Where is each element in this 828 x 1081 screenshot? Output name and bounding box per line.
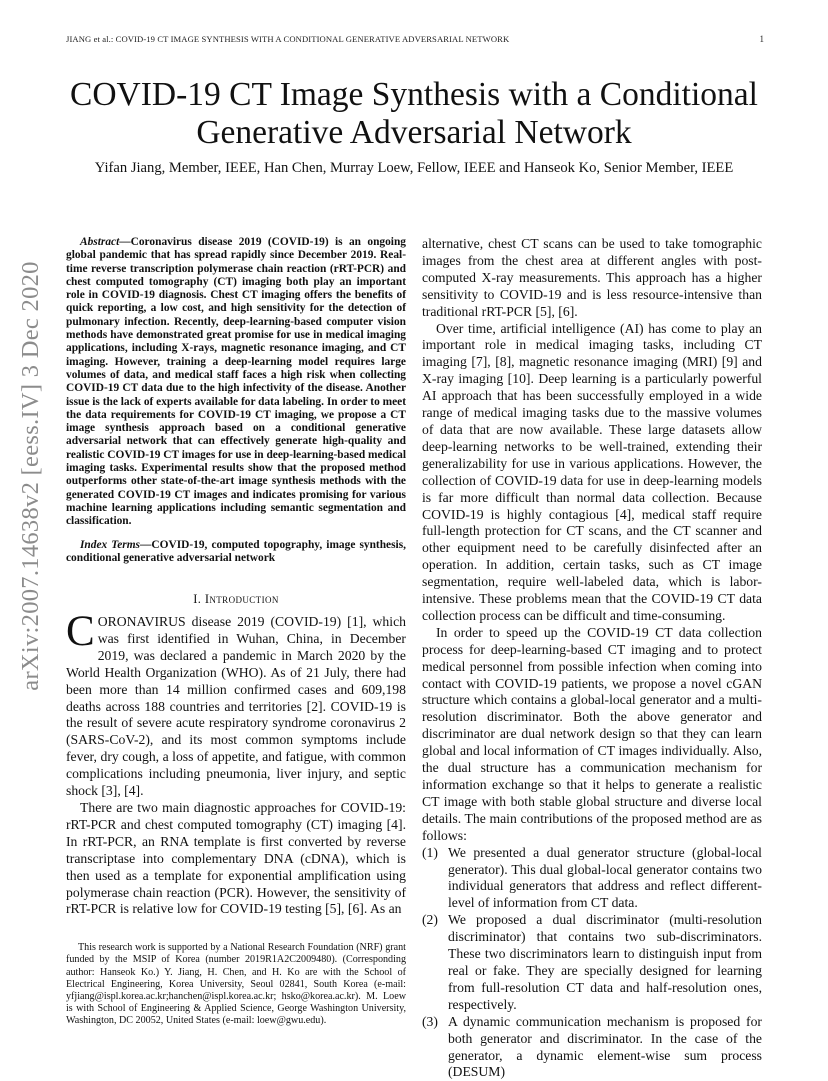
footnote: This research work is supported by a National Research Foundation (NRF) grant funded by the MSIP of Korea (number 2019R1A2C2009480). (Corresponding author: Hanseok Ko.) Y. Jiang, H. Chen, and H. Ko are with the School of Electrical Engineering, Korea University, Seoul 02841, South Korea (e-mail: yfjiang@ispl.korea.ac.kr;hanchen@ispl.korea.ac.kr; hsko@korea.ac.kr). M. Loew is with School of Engineering & Applied Science, George Washington University, Washington, DC 20052, United States (e-mail: loew@gwu.edu). (66, 942, 406, 1026)
list-item-text: A dynamic communication mechanism is proposed for both generator and discriminator. In the case of the generator, a dynamic element-wise sum process (DESUM) (448, 1013, 762, 1080)
title-line-2: Generative Adversarial Network (196, 114, 632, 151)
index-terms-label: Index Terms (80, 538, 140, 551)
intro-paragraph-1-text: ORONAVIRUS disease 2019 (COVID-19) [1], which was first identified in Wuhan, China, in December 2019, was declared a pandemic in March 2020 by the World Health Organization (WHO). As of 21 July, there had been more than 14 million confirmed cases and 609,198 deaths across 188 countries and territories [2]. COVID-19 is the result of severe acute respiratory syndrome coronavirus 2 (SARS-CoV-2), and its most common symptoms include fever, dry cough, a loss of appetite, and fatigue, with common complications including pneumonia, liver injury, and septic shock [3], [4]. (66, 614, 406, 799)
left-column (66, 236, 406, 1027)
list-item-text: We presented a dual generator structure (global-local generator). This dual global-local generator contains two individual generators that address and reflect different-level of information from CT data. (448, 844, 762, 911)
intro-paragraph-2: There are two main diagnostic approaches for COVID-19: rRT-PCR and chest computed tomography (CT) imaging [4]. In rRT-PCR, an RNA template is first converted by reverse transcriptase into complementary DNA (cDNA), which is then used as a template for exponential amplification using polymerase chain reaction (PCR). However, the sensitivity of rRT-PCR is relative low for COVID-19 testing [5], [6]. As an (66, 800, 406, 917)
author-list: Yifan Jiang, Member, IEEE, Han Chen, Murray Loew, Fellow, IEEE and Hanseok Ko, Senior Member, IEEE (94, 160, 734, 176)
list-item-number: (2) (422, 912, 438, 928)
list-item-number: (1) (422, 844, 438, 860)
arxiv-side-stamp (8, 261, 54, 691)
drop-cap: C (66, 608, 95, 656)
index-terms-text: —COVID-19, computed topography, image synthesis, conditional generative adversarial network (66, 538, 406, 564)
list-item (422, 1014, 762, 1081)
list-item (422, 912, 762, 1013)
running-head: JIANG et al.: COVID-19 CT IMAGE SYNTHESIS WITH A CONDITIONAL GENERATIVE ADVERSARIAL NETWORK (66, 34, 510, 44)
arxiv-identifier: arXiv:2007.14638v2 [eess.IV] 3 Dec 2020 (17, 261, 44, 691)
right-paragraph-2: Over time, artificial intelligence (AI) has come to play an important role in medical imaging tasks, including CT imaging [7], [8], magnetic resonance imaging (MRI) [9] and X-ray imaging [10]. Deep learning is a particularly powerful AI approach that has been successfully employed in a wide range of medical imaging tasks due to the massive volumes of data that are now available. These large datasets allow deep-learning networks to be well-trained, extending their generalizability for use in various applications. However, the collection of COVID-19 data for use in deep-learning models is far more difficult than normal data collection. Because COVID-19 is highly contagious [4], medical staff require full-length protection for CT scans, and the CT scanner and other equipment need to be carefully disinfected after an operation. In addition, certain tasks, such as CT image segmentation, require well-labeled data, which is labor-intensive. These problems mean that the COVID-19 CT data collection process can be difficult and time-consuming. (422, 320, 762, 623)
right-column (422, 236, 762, 1081)
abstract (66, 236, 406, 529)
abstract-text: —Coronavirus disease 2019 (COVID-19) is an ongoing global pandemic that has spread rapidly since December 2019. Real-time reverse transcription polymerase chain reaction (rRT-PCR) and chest computed tomography (CT) imaging both play an important role in COVID-19 diagnosis. Chest CT imaging offers the benefits of quick reporting, a low cost, and high sensitivity for the detection of pulmonary infection. Recently, deep-learning-based computer vision methods have demonstrated great promise for use in medical imaging applications, including X-rays, magnetic resonance imaging, and CT imaging. However, training a deep-learning model requires large volumes of data, and medical staff faces a high risk when collecting COVID-19 CT data due to the high infectivity of the disease. Another issue is the lack of experts available for data labeling. In order to meet the data requirements for COVID-19 CT imaging, we propose a CT image synthesis approach based on a conditional generative adversarial network that can effectively generate high-quality and realistic COVID-19 CT images for use in deep-learning-based medical imaging tasks. Experimental results show that the proposed method outperforms other state-of-the-art image synthesis methods with the generated COVID-19 CT images and indicates promising for various machine learning applications including semantic segmentation and classification. (66, 236, 407, 528)
index-terms (66, 539, 406, 566)
right-paragraph-1: alternative, chest CT scans can be used to take tomographic images from the chest area at different angles with post-computed X-ray measurements. This approach has a higher sensitivity to COVID-19 and is less resource-intensive than traditional rRT-PCR [5], [6]. (422, 236, 762, 319)
list-item-text: We proposed a dual discriminator (multi-resolution discriminator) that contains two sub-discriminators. These two discriminators learn to distinguish input from real or fake. They are specially designed for learning from full-resolution CT data and half-resolution ones, respectively. (448, 912, 762, 1012)
title-line-1: COVID-19 CT Image Synthesis with a Conditional (70, 76, 758, 113)
list-item-number: (3) (422, 1013, 438, 1029)
right-paragraph-3: In order to speed up the COVID-19 CT data collection process for deep-learning-based CT imaging and to protect medical personnel from possible infection when coming into contact with COVID-19 patients, we propose a novel cGAN structure which contains a global-local generator and a multi-resolution discriminator. Both the above generator and discriminator are dual network design so that they can learn global and local information of CT images individually. Also, the dual structure has a communication mechanism for information exchange so that it helps to generate a realistic CT image with both stable global structure and diverse local details. The main contributions of the proposed method are as follows: (422, 624, 762, 843)
paper-title (60, 76, 768, 152)
intro-paragraph-1 (66, 608, 406, 800)
section-heading-introduction: I. Introduction (193, 592, 279, 607)
abstract-label: Abstract (80, 236, 120, 248)
list-item (422, 845, 762, 913)
contributions-list (422, 845, 762, 1081)
page-number: 1 (759, 34, 764, 44)
